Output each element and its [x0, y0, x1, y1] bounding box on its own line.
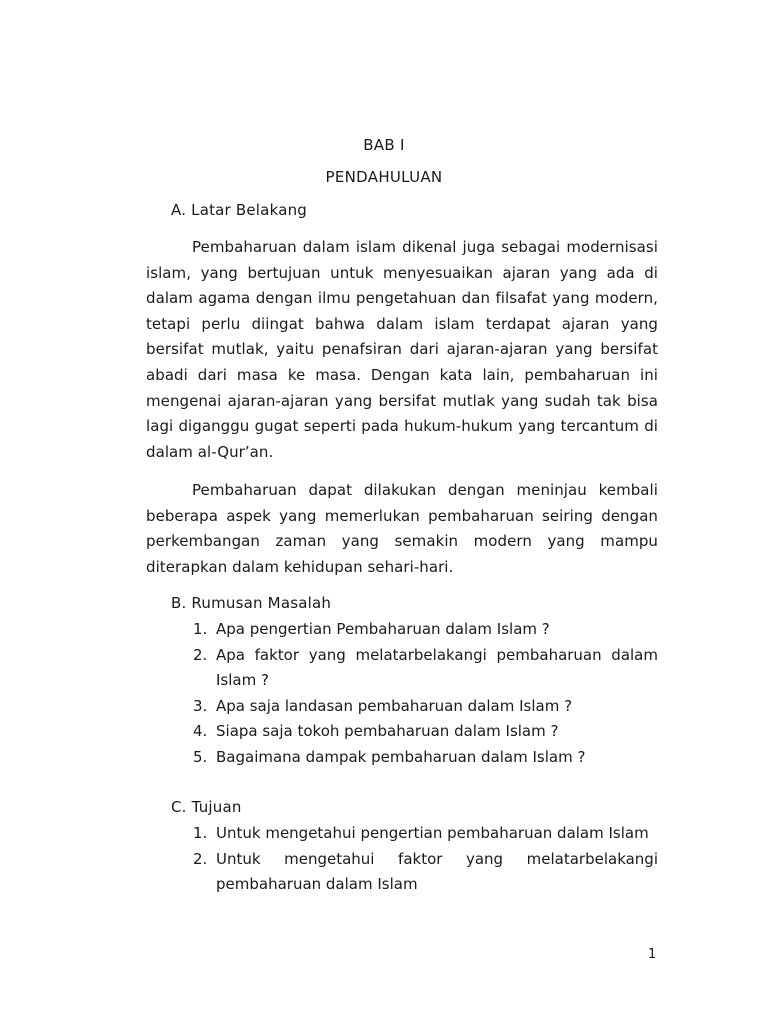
section-heading-latar-belakang: A. Latar Belakang	[171, 201, 308, 219]
section-heading-tujuan: C. Tujuan	[171, 798, 242, 816]
list-item	[193, 617, 658, 643]
paragraph-1: Pembaharuan dalam islam dikenal juga sebagai modernisasi islam, yang bertujuan untuk menyesuaikan ajaran yang ada di dalam agama dengan ilmu pengetahuan dan filsafat yang modern, tetapi perlu diingat bahwa dalam islam terdapat ajaran yang bersifat mutlak, yaitu penafsiran dari ajaran-ajaran yang bersifat abadi dari masa ke masa. Dengan kata lain, pembaharuan ini mengenai ajaran-ajaran yang bersifat mutlak yang sudah tak bisa lagi diganggu gugat seperti pada hukum-hukum yang tercantum di dalam al-Qur’an.	[146, 238, 658, 461]
list-item-text: Bagaimana dampak pembaharuan dalam Islam ?	[216, 747, 586, 766]
chapter-title: PENDAHULUAN	[325, 168, 443, 186]
list-item	[193, 821, 658, 847]
list-item-text: Apa saja landasan pembaharuan dalam Islam ?	[216, 696, 573, 715]
list-item	[193, 643, 658, 694]
list-item-number: 2.	[193, 849, 208, 868]
list-item	[193, 694, 658, 720]
list-item-number: 1.	[193, 620, 208, 638]
page-number: 1	[648, 947, 657, 962]
list-item-text: Untuk mengetahui faktor yang melatarbelakangi pembaharuan dalam Islam	[216, 849, 658, 894]
list-item-text: Apa faktor yang melatarbelakangi pembaharuan dalam Islam ?	[216, 645, 658, 690]
tujuan-list	[193, 821, 658, 898]
list-item	[193, 719, 658, 745]
list-item	[193, 745, 658, 771]
list-item-number: 4.	[193, 722, 208, 741]
list-item-text: Apa pengertian Pembaharuan dalam Islam ?	[216, 620, 550, 638]
list-item-text: Siapa saja tokoh pembaharuan dalam Islam ?	[216, 722, 559, 741]
list-item	[193, 847, 658, 898]
list-item-text: Untuk mengetahui pengertian pembaharuan dalam Islam	[216, 824, 649, 842]
rumusan-masalah-list	[193, 617, 658, 771]
paragraph-2: Pembaharuan dapat dilakukan dengan meninjau kembali beberapa aspek yang memerlukan pembaharuan seiring dengan perkembangan zaman yang semakin modern yang mampu diterapkan dalam kehidupan sehari-hari.	[146, 481, 658, 576]
section-heading-rumusan-masalah: B. Rumusan Masalah	[171, 594, 332, 612]
list-item-number: 1.	[193, 824, 208, 842]
list-item-number: 3.	[193, 696, 208, 715]
list-item-number: 5.	[193, 747, 208, 766]
chapter-number: BAB I	[363, 136, 405, 154]
list-item-number: 2.	[193, 645, 208, 664]
